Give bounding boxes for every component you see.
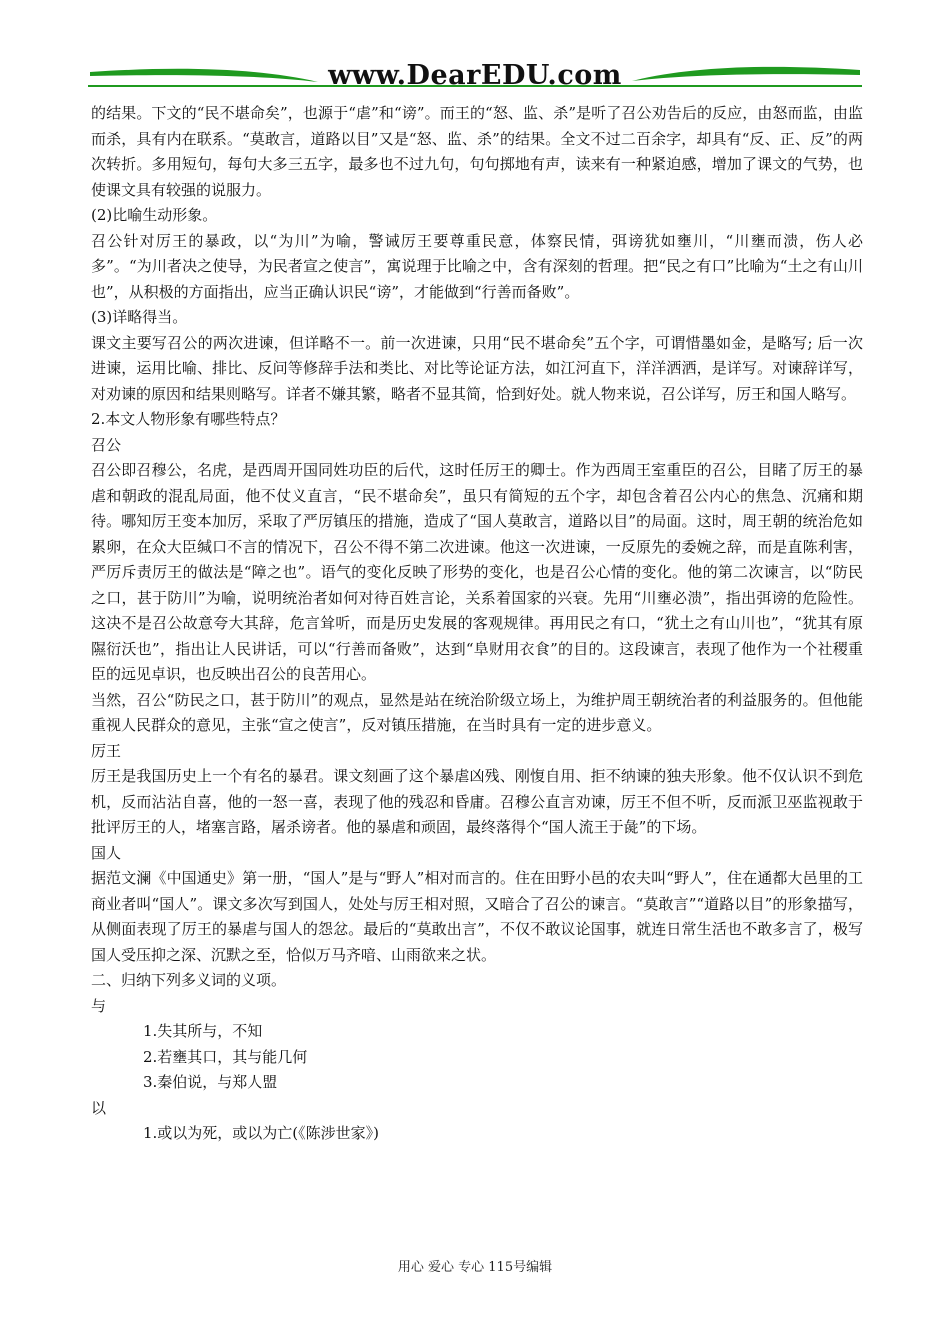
word-yu-heading: 与: [91, 996, 107, 1015]
question-2: 2.本文人物形象有哪些特点？: [91, 410, 286, 428]
yu-item-3: 3.秦伯说，与郑人盟: [143, 1073, 278, 1091]
page-footer: 用心 爱心 专心 115号编辑: [397, 1260, 553, 1275]
paragraph-shaogong: 召公即召穆公，名虎，是西周开国同姓功臣的后代，这时任厉王的卿士。作为西周王室重臣的召公，目睹了厉王的暴虐和朝政的混乱局面，他不仗义直言，“民不堪命矣”，虽只有简短的五个字，却包含着召公内心的焦急、沉痛和期待。哪知厉王变本加厉，采取了严厉镇压的措施，造成了“国人莫敢言，道路以目”的局面。这时，周王朝的统治危如累卵，在众大臣缄口不言的情况下，召公不得不第二次进谏。他这一次进谏，一反原先的委婉之辞，而是直陈利害，严厉斥责厉王的做法是“障之也”。语气的变化反映了形势的变化，也是召公心情的变化。他的第二次谏言，以“防民之口，甚于防川”为喻，说明统治者如何对待百姓言论，关系着国家的兴衰。先用“川壅必溃”，指出弭谤的危险性。这决不是召公故意夸大其辞，危言耸听，而是历史发展的客观规律。再用民之有口，“犹土之有山川也”，“犹其有原隰衍沃也”，指出让人民讲话，可以“行善而备败”，达到“阜财用衣食”的目的。这段谏言，表现了他作为一个社稷重臣的远见卓识，也反映出召公的良苦用心。: [91, 461, 863, 683]
page-header: [88, 58, 862, 98]
heading-liwang: 厉王: [91, 741, 122, 760]
subheading-detail: (3)详略得当。: [91, 308, 188, 326]
yi-item-1: 1.或以为死，或以为亡(《陈涉世家》): [143, 1124, 380, 1142]
document-body: [91, 101, 863, 1147]
yu-item-2: 2.若壅其口，其与能几何: [143, 1047, 308, 1066]
heading-guoren: 国人: [91, 843, 122, 862]
section-2-heading: 二、归纳下列多义词的义项。: [91, 971, 287, 989]
word-yi-heading: 以: [91, 1098, 107, 1117]
site-logo-text: www.DearEDU.com: [328, 60, 622, 91]
yu-item-1: 1.失其所与，不知: [143, 1022, 263, 1040]
paragraph-liwang: 厉王是我国历史上一个有名的暴君。课文刻画了这个暴虐凶残、刚愎自用、拒不纳谏的独夫形象。他不仅认识不到危机，反而沾沾自喜，他的一怒一喜，表现了他的残忍和昏庸。召穆公直言劝谏，厉王不但不听，反而派卫巫监视敢于批评厉王的人，堵塞言路，屠杀谤者。他的暴虐和顽固，最终落得个“国人流王于彘”的下场。: [91, 767, 863, 836]
paragraph-guoren: 据范文澜《中国通史》第一册，“国人”是与“野人”相对而言的。住在田野小邑的农夫叫“野人”，住在通都大邑里的工商业者叫“国人”。课文多次写到国人，处处与厉王相对照，又暗合了召公的谏言。“莫敢言”“道路以目”的形象描写，从侧面表现了厉王的暴虐与国人的怨忿。最后的“莫敢出言”，不仅不敢议论国事，就连日常生活也不敢多言了，极写国人受压抑之深、沉默之至，恰似万马齐喑、山雨欲来之状。: [91, 869, 863, 964]
paragraph-2: 召公针对厉王的暴政，以“为川”为喻，警诫厉王要尊重民意，体察民情，弭谤犹如壅川，“川壅而溃，伤人必多”。“为川者决之使导，为民者宣之使言”，寓说理于比喻之中，含有深刻的哲理。把“民之有口”比喻为“土之有山川也”，从积极的方面指出，应当正确认识民“谤”，才能做到“行善而备败”。: [91, 231, 863, 301]
paragraph-shaogong-2: 当然，召公“防民之口，甚于防川”的观点，显然是站在统治阶级立场上，为维护周王朝统治者的利益服务的。但他能重视人民群众的意见，主张“宣之使言”，反对镇压措施，在当时具有一定的进步意义。: [91, 690, 863, 734]
paragraph-3: 课文主要写召公的两次进谏，但详略不一。前一次进谏，只用“民不堪命矣”五个字，可谓惜墨如金，是略写; 后一次进谏，运用比喻、排比、反问等修辞手法和类比、对比等论证方法，如江河直下，洋洋洒洒，是详写。对谏辞详写，对劝谏的原因和结果则略写。详者不嫌其繁，略者不显其简，恰到好处。就人物来说，召公详写，厉王和国人略写。: [91, 333, 863, 403]
subheading-metaphor: (2)比喻生动形象。: [91, 206, 218, 224]
heading-shaogong: 召公: [91, 435, 122, 454]
paragraph-1: 的结果。下文的“民不堪命矣”，也源于“虐”和“谤”。而王的“怒、监、杀”是听了召公劝告后的反应，由怒而监，由监而杀，具有内在联系。“莫敢言，道路以目”又是“怒、监、杀”的结果。全文不过二百余字，却具有“反、正、反”的两次转折。多用短句，每句大多三五字，最多也不过九句，句句掷地有声，读来有一种紧迫感，增加了课文的气势，也使课文具有较强的说服力。: [91, 104, 863, 199]
